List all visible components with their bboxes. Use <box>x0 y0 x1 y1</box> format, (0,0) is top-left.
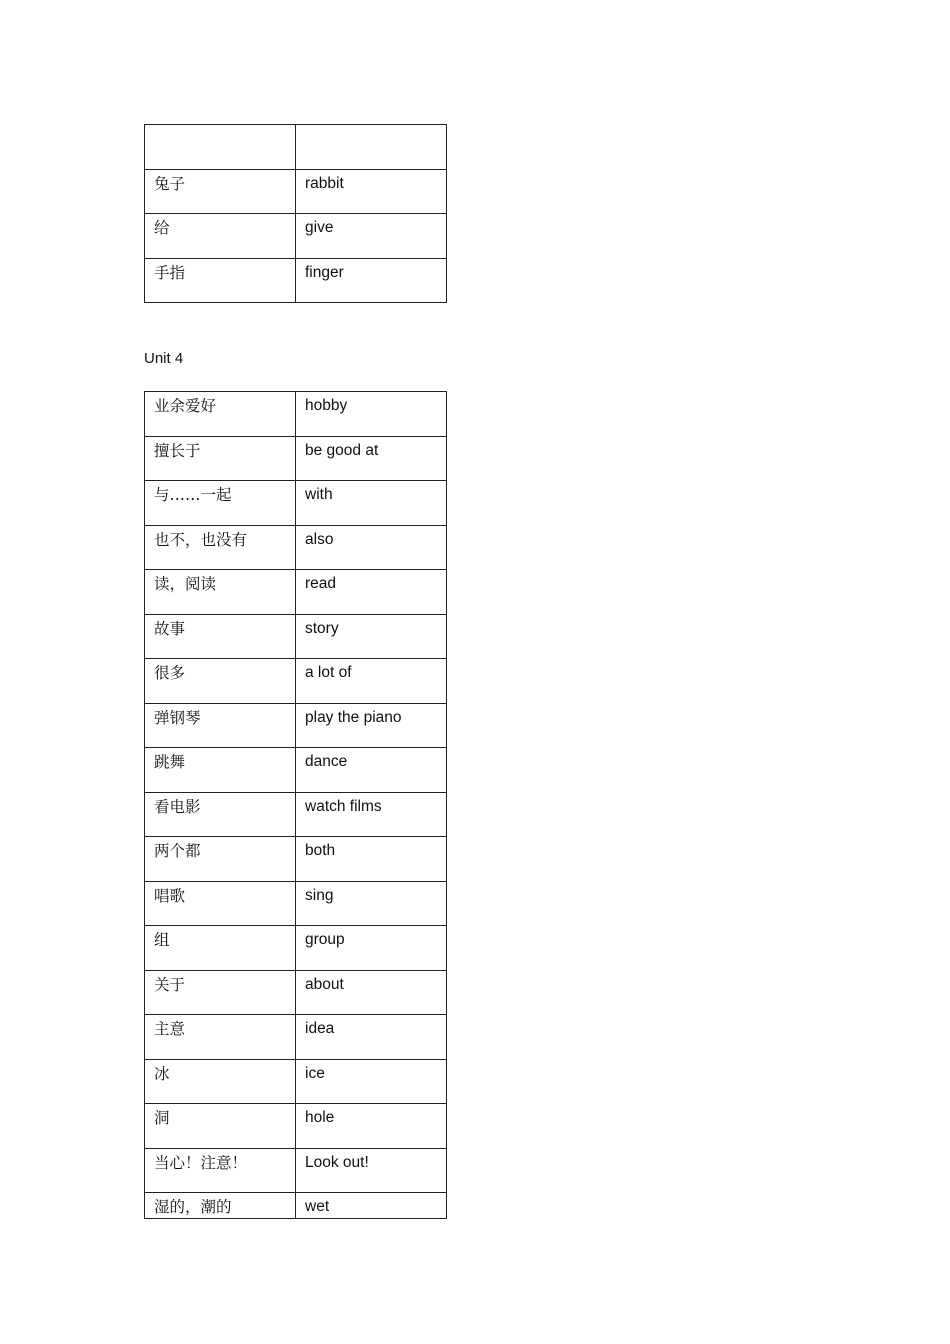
table-row <box>145 1059 447 1104</box>
english-cell: idea <box>296 1015 447 1060</box>
chinese-cell: 弹钢琴 <box>145 703 296 748</box>
chinese-cell: 读，阅读 <box>145 570 296 615</box>
table-row <box>145 214 447 259</box>
english-cell: hole <box>296 1104 447 1149</box>
table-row <box>145 436 447 481</box>
chinese-cell: 主意 <box>145 1015 296 1060</box>
english-cell: sing <box>296 881 447 926</box>
chinese-cell: 跳舞 <box>145 748 296 793</box>
english-cell: give <box>296 214 447 259</box>
chinese-cell <box>145 125 296 170</box>
table-row <box>145 792 447 837</box>
english-cell: about <box>296 970 447 1015</box>
table-row <box>145 1015 447 1060</box>
chinese-cell: 擅长于 <box>145 436 296 481</box>
english-cell: both <box>296 837 447 882</box>
table-row <box>145 659 447 704</box>
english-cell: with <box>296 481 447 526</box>
table-row <box>145 525 447 570</box>
chinese-cell: 很多 <box>145 659 296 704</box>
table-row <box>145 570 447 615</box>
chinese-cell: 与……一起 <box>145 481 296 526</box>
chinese-cell: 洞 <box>145 1104 296 1149</box>
english-cell: watch films <box>296 792 447 837</box>
table-row <box>145 1193 447 1219</box>
english-cell: dance <box>296 748 447 793</box>
vocab-table-top <box>144 124 447 303</box>
english-cell: a lot of <box>296 659 447 704</box>
chinese-cell: 也不，也没有 <box>145 525 296 570</box>
english-cell: play the piano <box>296 703 447 748</box>
english-cell <box>296 125 447 170</box>
table-row <box>145 614 447 659</box>
chinese-cell: 组 <box>145 926 296 971</box>
english-cell: read <box>296 570 447 615</box>
chinese-cell: 看电影 <box>145 792 296 837</box>
table-row <box>145 926 447 971</box>
chinese-cell: 当心！注意！ <box>145 1148 296 1193</box>
table-row <box>145 125 447 170</box>
chinese-cell: 两个都 <box>145 837 296 882</box>
chinese-cell: 给 <box>145 214 296 259</box>
vocab-table-unit-4 <box>144 391 447 1219</box>
english-cell: wet <box>296 1193 447 1219</box>
english-cell: group <box>296 926 447 971</box>
chinese-cell: 业余爱好 <box>145 392 296 437</box>
english-cell: also <box>296 525 447 570</box>
table-row <box>145 1104 447 1149</box>
table-row <box>145 1148 447 1193</box>
table-row <box>145 970 447 1015</box>
english-cell: be good at <box>296 436 447 481</box>
chinese-cell: 冰 <box>145 1059 296 1104</box>
table-row <box>145 481 447 526</box>
english-cell: hobby <box>296 392 447 437</box>
table-row <box>145 392 447 437</box>
english-cell: finger <box>296 258 447 303</box>
chinese-cell: 手指 <box>145 258 296 303</box>
chinese-cell: 故事 <box>145 614 296 659</box>
chinese-cell: 唱歌 <box>145 881 296 926</box>
chinese-cell: 关于 <box>145 970 296 1015</box>
table-row <box>145 169 447 214</box>
chinese-cell: 湿的，潮的 <box>145 1193 296 1219</box>
english-cell: rabbit <box>296 169 447 214</box>
table-row <box>145 748 447 793</box>
table-row <box>145 703 447 748</box>
table-row <box>145 837 447 882</box>
table-row <box>145 881 447 926</box>
english-cell: story <box>296 614 447 659</box>
section-heading-unit-4: Unit 4 <box>144 350 184 367</box>
table-row <box>145 258 447 303</box>
english-cell: ice <box>296 1059 447 1104</box>
chinese-cell: 兔子 <box>145 169 296 214</box>
english-cell: Look out! <box>296 1148 447 1193</box>
